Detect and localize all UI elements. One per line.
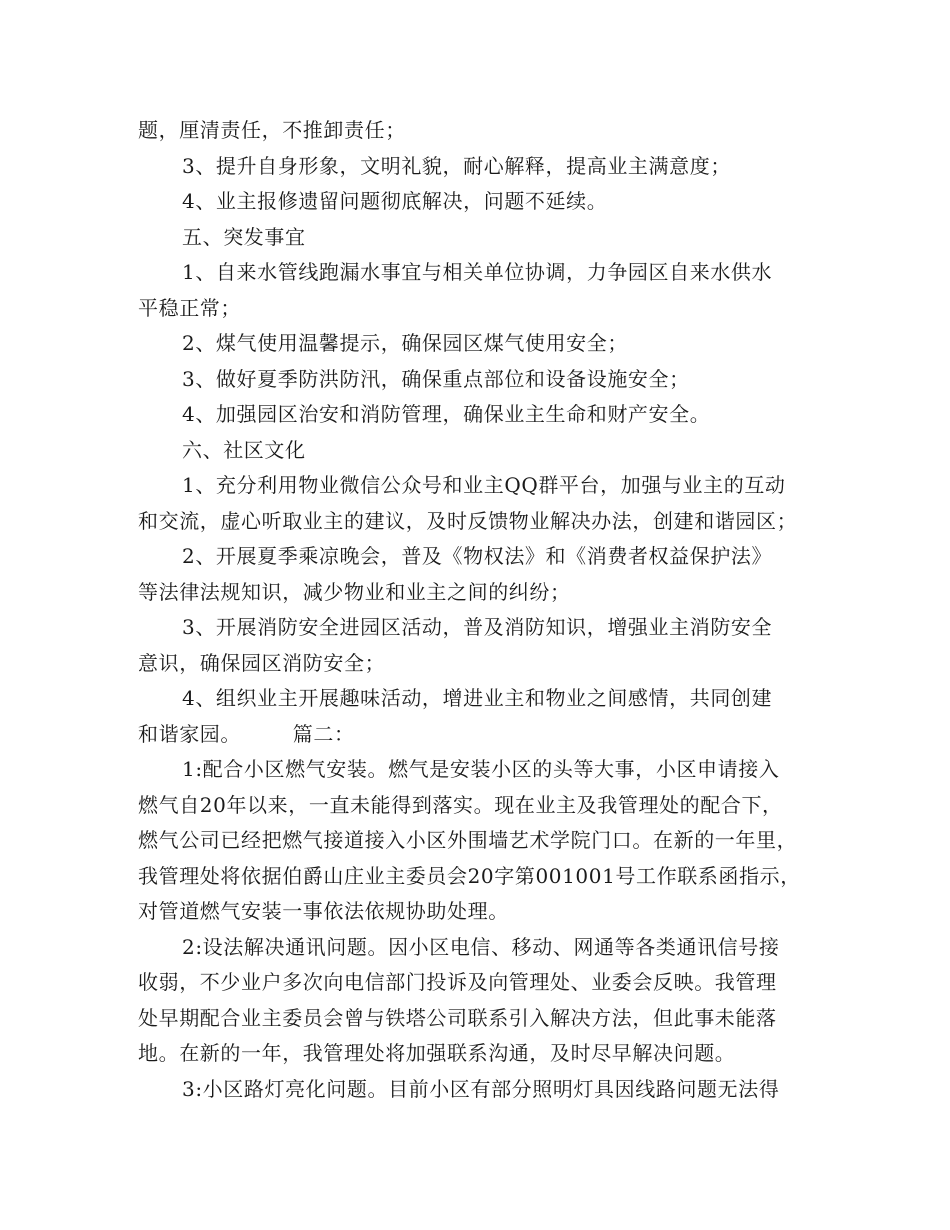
text-line: 3、开展消防安全进园区活动，普及消防知识，增强业主消防安全	[182, 615, 773, 639]
text-line: 2:设法解决通讯问题。因小区电信、移动、网通等各类通讯信号接	[182, 935, 780, 959]
text-line: 等法律法规知识，减少物业和业主之间的纠纷；	[138, 580, 571, 604]
section-heading: 五、突发事宜	[182, 225, 306, 249]
text-line: 4、加强园区治安和消防管理，确保业主生命和财产安全。	[182, 402, 711, 426]
text-line: 和谐家园。 篇二：	[138, 722, 355, 746]
text-line: 地。在新的一年，我管理处将加强联系沟通，及时尽早解决问题。	[138, 1041, 736, 1065]
text-line: 2、煤气使用温馨提示，确保园区煤气使用安全；	[182, 331, 628, 355]
text-line: 1、充分利用物业微信公众号和业主QQ群平台，加强与业主的互动	[182, 473, 786, 497]
text-line: 燃气公司已经把燃气接道接入小区外围墙艺术学院门口。在新的一年里，	[138, 828, 798, 852]
text-line: 平稳正常；	[138, 296, 241, 320]
text-line: 和交流，虚心听取业主的建议，及时反馈物业解决办法，创建和谐园区；	[138, 509, 798, 533]
text-line: 收弱，不少业户多次向电信部门投诉及向管理处、业委会反映。我管理	[138, 970, 777, 994]
section-heading: 六、社区文化	[182, 438, 306, 462]
text-line: 1、自来水管线跑漏水事宜与相关单位协调，力争园区自来水供水	[182, 260, 773, 284]
text-line: 处早期配合业主委员会曾与铁塔公司联系引入解决方法，但此事未能落	[138, 1006, 777, 1030]
text-line: 4、组织业主开展趣味活动，增进业主和物业之间感情，共同创建	[182, 686, 773, 710]
text-line: 燃气自20年以来，一直未能得到落实。现在业主及我管理处的配合下，	[138, 793, 783, 817]
text-line: 3:小区路灯亮化问题。目前小区有部分照明灯具因线路问题无法得	[182, 1077, 780, 1101]
text-line: 我管理处将依据伯爵山庄业主委员会20字第001001号工作联系函指示，	[138, 864, 801, 888]
text-line: 2、开展夏季乘凉晚会，普及《物权法》和《消费者权益保护法》	[182, 544, 773, 568]
text-line: 3、提升自身形象，文明礼貌，耐心解释，提高业主满意度；	[182, 154, 731, 178]
text-line: 4、业主报修遗留问题彻底解决，问题不延续。	[182, 189, 608, 213]
text-line: 1:配合小区燃气安装。燃气是安装小区的头等大事，小区申请接入	[182, 757, 780, 781]
text-line: 对管道燃气安装一事依法依规协助处理。	[138, 899, 509, 923]
text-line: 意识，确保园区消防安全；	[138, 651, 386, 675]
text-line: 题，厘清责任，不推卸责任；	[138, 118, 406, 142]
text-line: 3、做好夏季防洪防汛，确保重点部位和设备设施安全；	[182, 367, 690, 391]
